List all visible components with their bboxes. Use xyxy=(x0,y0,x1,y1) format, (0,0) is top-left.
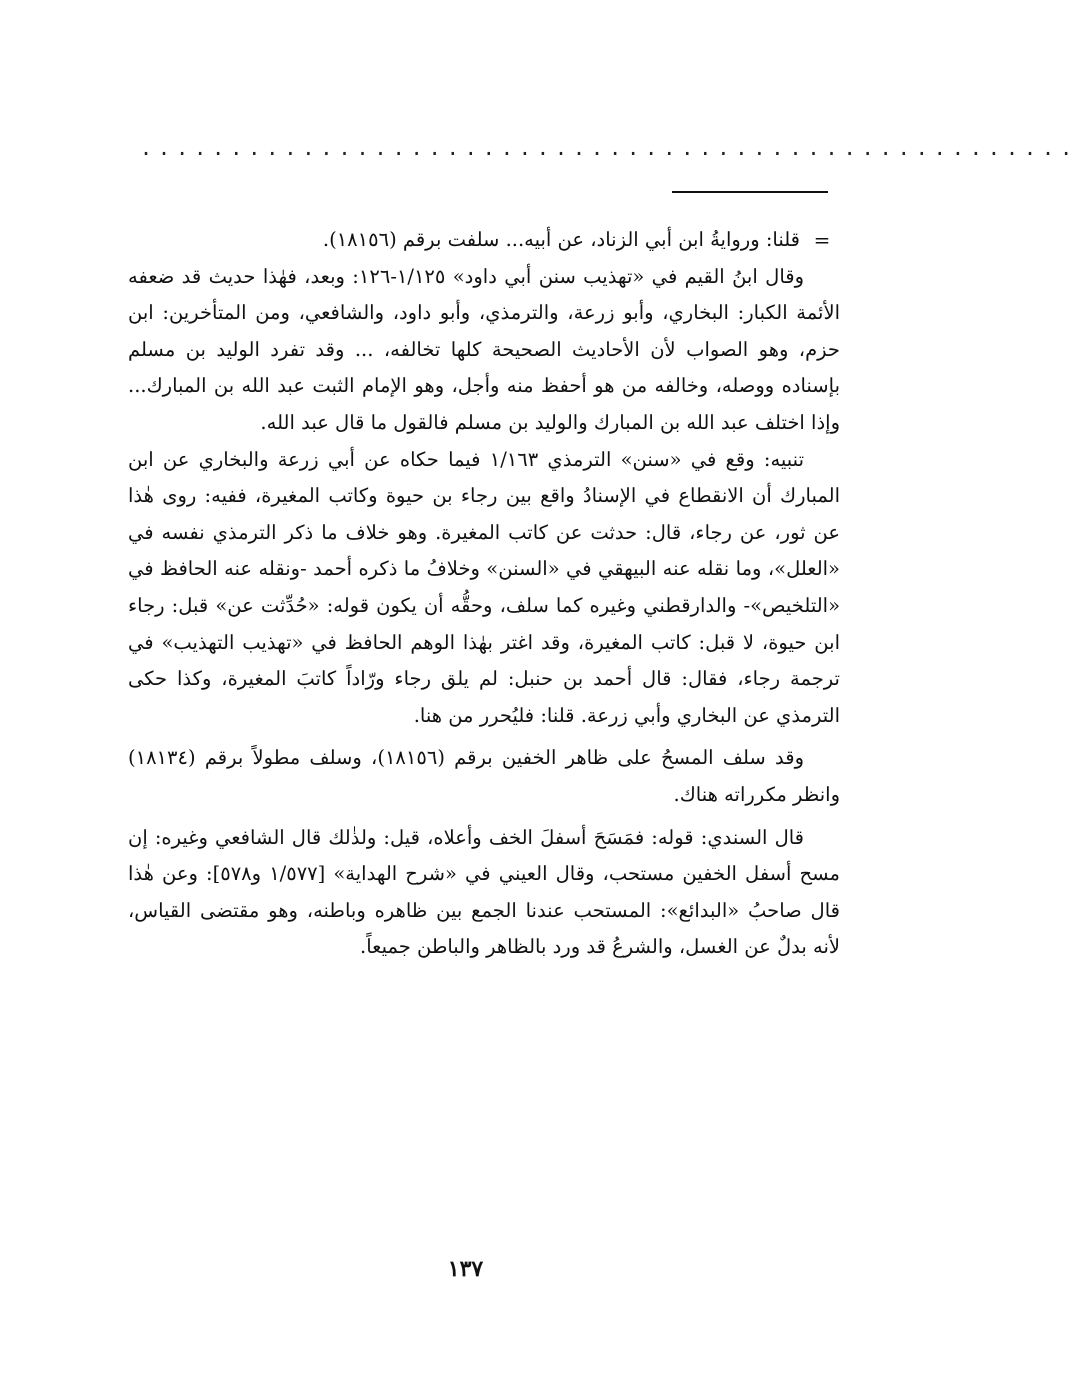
footnote-text xyxy=(128,222,840,966)
footnote-rule xyxy=(672,191,828,193)
separator-dots: .................................................... xyxy=(140,136,1078,160)
page-number: ١٣٧ xyxy=(447,1256,484,1282)
paragraph-2: وقال ابنُ القيم في «تهذيب سنن أبي داود» ١/١٢٥-١٢٦: وبعد، فهٰذا حديث قد ضعفه الأئمة الكبار: البخاري، وأبو زرعة، والترمذي، وأبو داود، والشافعي، ومن المتأخرين: ابن حزم، وهو الصواب لأن الأحاديث الصحيحة كلها تخالفه، ... وقد تفرد الوليد بن مسلم بإسناده ووصله، وخالفه من هو أحفظ منه وأجل، وهو الإمام الثبت عبد الله بن المبارك... وإذا اختلف عبد الله بن المبارك والوليد بن مسلم فالقول ما قال عبد الله. xyxy=(128,264,840,434)
paragraph-3: تنبيه: وقع في «سنن» الترمذي ١/١٦٣ فيما حكاه عن أبي زرعة والبخاري عن ابن المبارك أن الانقطاع في الإسنادُ واقع بين رجاء بن حيوة وكاتب المغيرة، ففيه: روى هٰذا عن ثور، عن رجاء، قال: حدثت عن كاتب المغيرة. وهو خلاف ما ذكر الترمذي نفسه في «العلل»، وما نقله عنه البيهقي في «السنن» وخلافُ ما ذكره أحمد -ونقله عنه الحافظ في «التلخيص»- والدارقطني وغيره كما سلف، وحقُّه أن يكون قوله: «حُدِّثت عن» قبل: رجاء ابن حيوة، لا قبل: كاتب المغيرة، وقد اغتر بهٰذا الوهم الحافظ في «تهذيب التهذيب» في ترجمة رجاء، فقال: قال أحمد بن حنبل: لم يلق رجاء ورّاداً كاتبَ المغيرة، وكذا حكى الترمذي عن البخاري وأبي زرعة. قلنا: فليُحرر من هنا. xyxy=(128,447,840,727)
paragraph-4: وقد سلف المسحُ على ظاهر الخفين برقم (١٨١٥٦)، وسلف مطولاً برقم (١٨١٣٤) وانظر مكرراته هناك. xyxy=(128,746,840,806)
paragraph-5: قال السندي: قوله: فمَسَحَ أسفلَ الخف وأعلاه، قيل: ولذٰلك قال الشافعي وغيره: إن مسح أسفل الخفين مستحب، وقال العيني في «شرح الهداية» [١/٥٧٧ و٥٧٨]: وعن هٰذا قال صاحبُ «البدائع»: المستحب عندنا الجمع بين ظاهره وباطنه، وهو مقتضى القياس، لأنه بدلٌ عن الغسل، والشرعُ قد ورد بالظاهر والباطن جميعاً. xyxy=(128,825,840,959)
continuation-marker: = xyxy=(813,228,831,252)
paragraph-1: قلنا: وروايةُ ابن أبي الزناد، عن أبيه... سلفت برقم (١٨١٥٦). xyxy=(322,228,800,251)
